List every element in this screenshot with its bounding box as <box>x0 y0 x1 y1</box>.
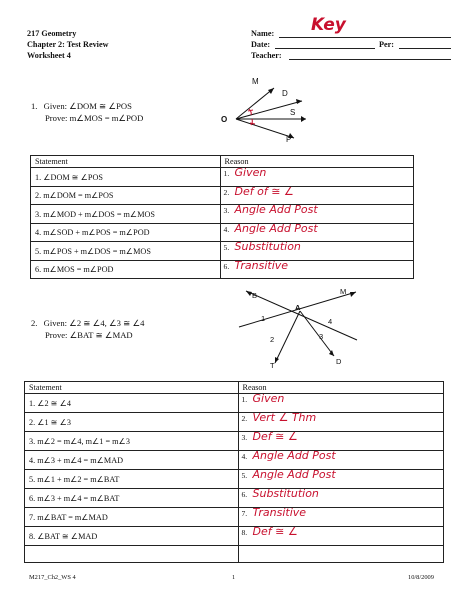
header-right <box>251 15 451 61</box>
mark-angle-pos <box>251 119 252 125</box>
reason-cell: 1. Given <box>220 168 413 187</box>
name-row <box>251 15 451 39</box>
label-p: P <box>286 135 292 144</box>
teacher-row <box>251 50 451 61</box>
label-m: M <box>340 287 347 296</box>
statement-cell: 3. m∠2 = m∠4, m∠1 = m∠3 <box>25 432 239 451</box>
name-label: Name: <box>251 29 275 38</box>
ray-om <box>236 88 274 119</box>
teacher-line <box>289 59 451 60</box>
table-header-row <box>31 156 414 168</box>
table-row <box>25 432 444 451</box>
label-t: T <box>270 361 275 370</box>
statement-header: Statement <box>31 156 221 168</box>
label-2: 2 <box>270 335 275 344</box>
label-1: 1 <box>261 314 266 323</box>
table-row <box>31 223 414 242</box>
reason-header: Reason <box>238 382 444 394</box>
problem1-prove: Prove: m∠MOS = m∠POD <box>45 112 144 123</box>
name-line <box>279 37 451 38</box>
problem1-given: Given: ∠DOM ≅ ∠POS <box>43 101 132 111</box>
reason-cell: 3. Def ≅ ∠ <box>238 432 444 451</box>
statement-header: Statement <box>25 382 239 394</box>
statement-cell: 6. m∠MOS = m∠POD <box>31 260 221 279</box>
problem1-number: 1. <box>31 101 38 111</box>
problem1-table <box>30 155 414 279</box>
label-b: B <box>252 291 258 300</box>
table-header-row <box>25 382 444 394</box>
problem2-table <box>24 381 444 563</box>
statement-cell: 5. m∠1 + m∠2 = m∠BAT <box>25 470 239 489</box>
statement-cell: 6. m∠3 + m∠4 = m∠BAT <box>25 489 239 508</box>
ray-at <box>275 311 300 363</box>
statement-cell <box>25 546 239 563</box>
table-row <box>31 260 414 279</box>
table-row <box>25 394 444 413</box>
reason-cell: 7. Transitive <box>238 508 444 527</box>
statement-cell: 5. m∠POS + m∠DOS = m∠MOS <box>31 242 221 261</box>
table-row <box>25 470 444 489</box>
reason-cell: 1. Given <box>238 394 444 413</box>
statement-cell: 1. ∠DOM ≅ ∠POS <box>31 168 221 187</box>
reason-cell <box>238 546 444 563</box>
label-d: D <box>282 89 288 98</box>
footer-date: 10/8/2009 <box>408 574 434 581</box>
statement-cell: 4. m∠SOD + m∠POS = m∠POD <box>31 223 221 242</box>
statement-cell: 3. m∠MOD + m∠DOS = m∠MOS <box>31 205 221 224</box>
problem1-diagram <box>218 74 328 154</box>
table-row <box>25 546 444 563</box>
table-row <box>25 508 444 527</box>
reason-cell: 3. Angle Add Post <box>220 205 413 224</box>
problem2-diagram <box>232 284 362 370</box>
footer-page-number: 1 <box>232 574 236 581</box>
per-label: Per: <box>379 40 394 49</box>
problem2-number: 2. <box>31 318 38 328</box>
arrow-d <box>296 99 302 104</box>
name-value: Key <box>311 15 346 35</box>
statement-cell: 2. m∠DOM = m∠POS <box>31 186 221 205</box>
problem2-text <box>31 318 144 341</box>
reason-cell: 2. Vert ∠ Thm <box>238 413 444 432</box>
statement-cell: 2. ∠1 ≅ ∠3 <box>25 413 239 432</box>
date-line <box>275 48 375 49</box>
reason-cell: 8. Def ≅ ∠ <box>238 527 444 546</box>
reason-cell: 2. Def of ≅ ∠ <box>220 186 413 205</box>
date-label: Date: <box>251 40 271 49</box>
problem2-given: Given: ∠2 ≅ ∠4, ∠3 ≅ ∠4 <box>43 318 145 328</box>
header-left <box>27 28 109 61</box>
label-4: 4 <box>328 317 333 326</box>
table-row <box>25 527 444 546</box>
reason-cell: 4. Angle Add Post <box>238 451 444 470</box>
teacher-label: Teacher: <box>251 51 282 60</box>
problem1-text <box>31 101 143 124</box>
arrow-s <box>301 116 306 122</box>
chapter-title: Chapter 2: Test Review <box>27 40 109 49</box>
statement-cell: 7. m∠BAT = m∠MAD <box>25 508 239 527</box>
label-o: O <box>221 115 228 124</box>
label-a: A <box>295 303 301 312</box>
table-row <box>25 413 444 432</box>
footer-left: M217_Ch2_WS 4 <box>29 574 76 581</box>
per-line <box>399 48 451 49</box>
course-title: 217 Geometry <box>27 29 77 38</box>
label-d: D <box>336 357 342 366</box>
statement-cell: 8. ∠BAT ≅ ∠MAD <box>25 527 239 546</box>
reason-cell: 5. Substitution <box>220 242 413 261</box>
label-s: S <box>290 108 296 117</box>
mark-angle-dom <box>249 109 251 115</box>
table-row <box>31 186 414 205</box>
label-3: 3 <box>319 332 324 341</box>
table-row <box>31 168 414 187</box>
reason-cell: 6. Substitution <box>238 489 444 508</box>
statement-cell: 4. m∠3 + m∠4 = m∠MAD <box>25 451 239 470</box>
label-m: M <box>252 77 259 86</box>
table-row <box>25 451 444 470</box>
arrow-m <box>268 88 274 94</box>
table-row <box>31 242 414 261</box>
date-row <box>251 39 451 50</box>
statement-cell: 1. ∠2 ≅ ∠4 <box>25 394 239 413</box>
problem2-prove: Prove: ∠BAT ≅ ∠MAD <box>45 329 133 340</box>
worksheet-title: Worksheet 4 <box>27 51 71 60</box>
reason-cell: 6. Transitive <box>220 260 413 279</box>
reason-cell: 4. Angle Add Post <box>220 223 413 242</box>
arrow-m <box>350 292 356 297</box>
table-row <box>25 489 444 508</box>
tick-1 <box>248 110 253 111</box>
reason-cell: 5. Angle Add Post <box>238 470 444 489</box>
reason-header: Reason <box>220 156 413 168</box>
table-row <box>31 205 414 224</box>
